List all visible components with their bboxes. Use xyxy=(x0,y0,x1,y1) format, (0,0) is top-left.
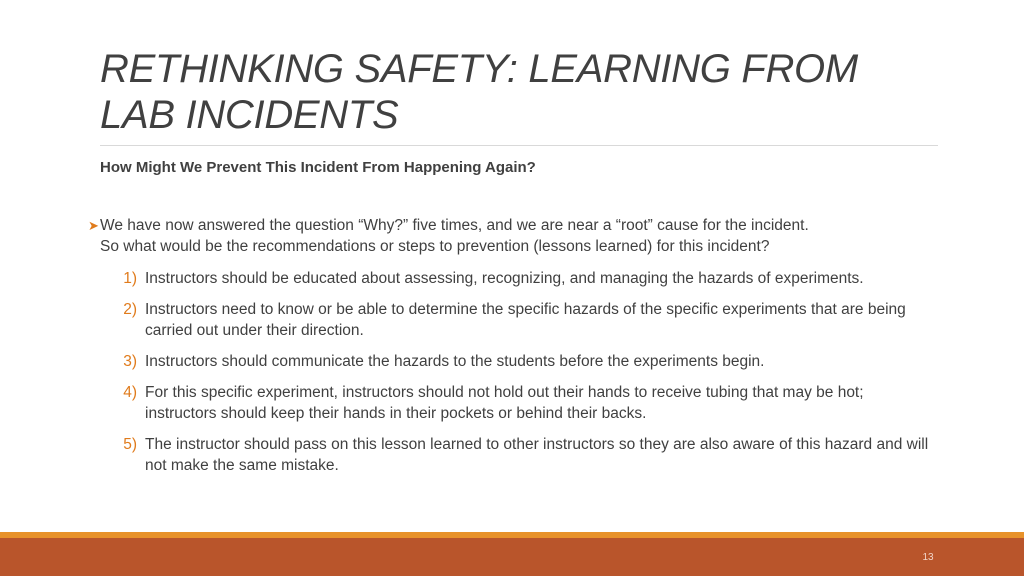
step-text: Instructors should communicate the hazards to the students before the experiments begin. xyxy=(145,353,765,370)
step-number: 1) xyxy=(123,270,137,287)
step-text: Instructors need to know or be able to determine the specific hazards of the specific experiments that are being carried out under their direction. xyxy=(145,301,906,339)
list-item xyxy=(100,268,930,289)
list-item xyxy=(100,351,930,372)
footer-bar xyxy=(0,538,1024,576)
step-number: 4) xyxy=(123,384,137,401)
list-item xyxy=(100,434,930,476)
title-divider xyxy=(100,145,938,146)
prevention-steps-list xyxy=(100,268,930,486)
intro-paragraph xyxy=(88,215,938,257)
step-text: The instructor should pass on this lesson learned to other instructors so they are also aware of this hazard and will not make the same mistake. xyxy=(145,436,929,474)
step-text: Instructors should be educated about assessing, recognizing, and managing the hazards of experiments. xyxy=(145,270,864,287)
step-text: For this specific experiment, instructors should not hold out their hands to receive tubing that may be hot; instructors should keep their hands in their pockets or behind their backs. xyxy=(145,384,864,422)
list-item xyxy=(100,382,930,424)
intro-line-1: We have now answered the question “Why?” five times, and we are near a “root” cause for the incident. xyxy=(100,217,809,234)
intro-line-2: So what would be the recommendations or steps to prevention (lessons learned) for this incident? xyxy=(100,238,770,255)
step-number: 3) xyxy=(123,353,137,370)
step-number: 5) xyxy=(123,436,137,453)
list-item xyxy=(100,299,930,341)
arrowhead-bullet-icon: ➤ xyxy=(88,218,99,233)
slide-title: RETHINKING SAFETY: LEARNING FROM LAB INCIDENTS xyxy=(100,47,858,137)
step-number: 2) xyxy=(123,301,137,318)
slide-subtitle: How Might We Prevent This Incident From Happening Again? xyxy=(100,159,536,176)
page-number: 13 xyxy=(922,552,934,563)
